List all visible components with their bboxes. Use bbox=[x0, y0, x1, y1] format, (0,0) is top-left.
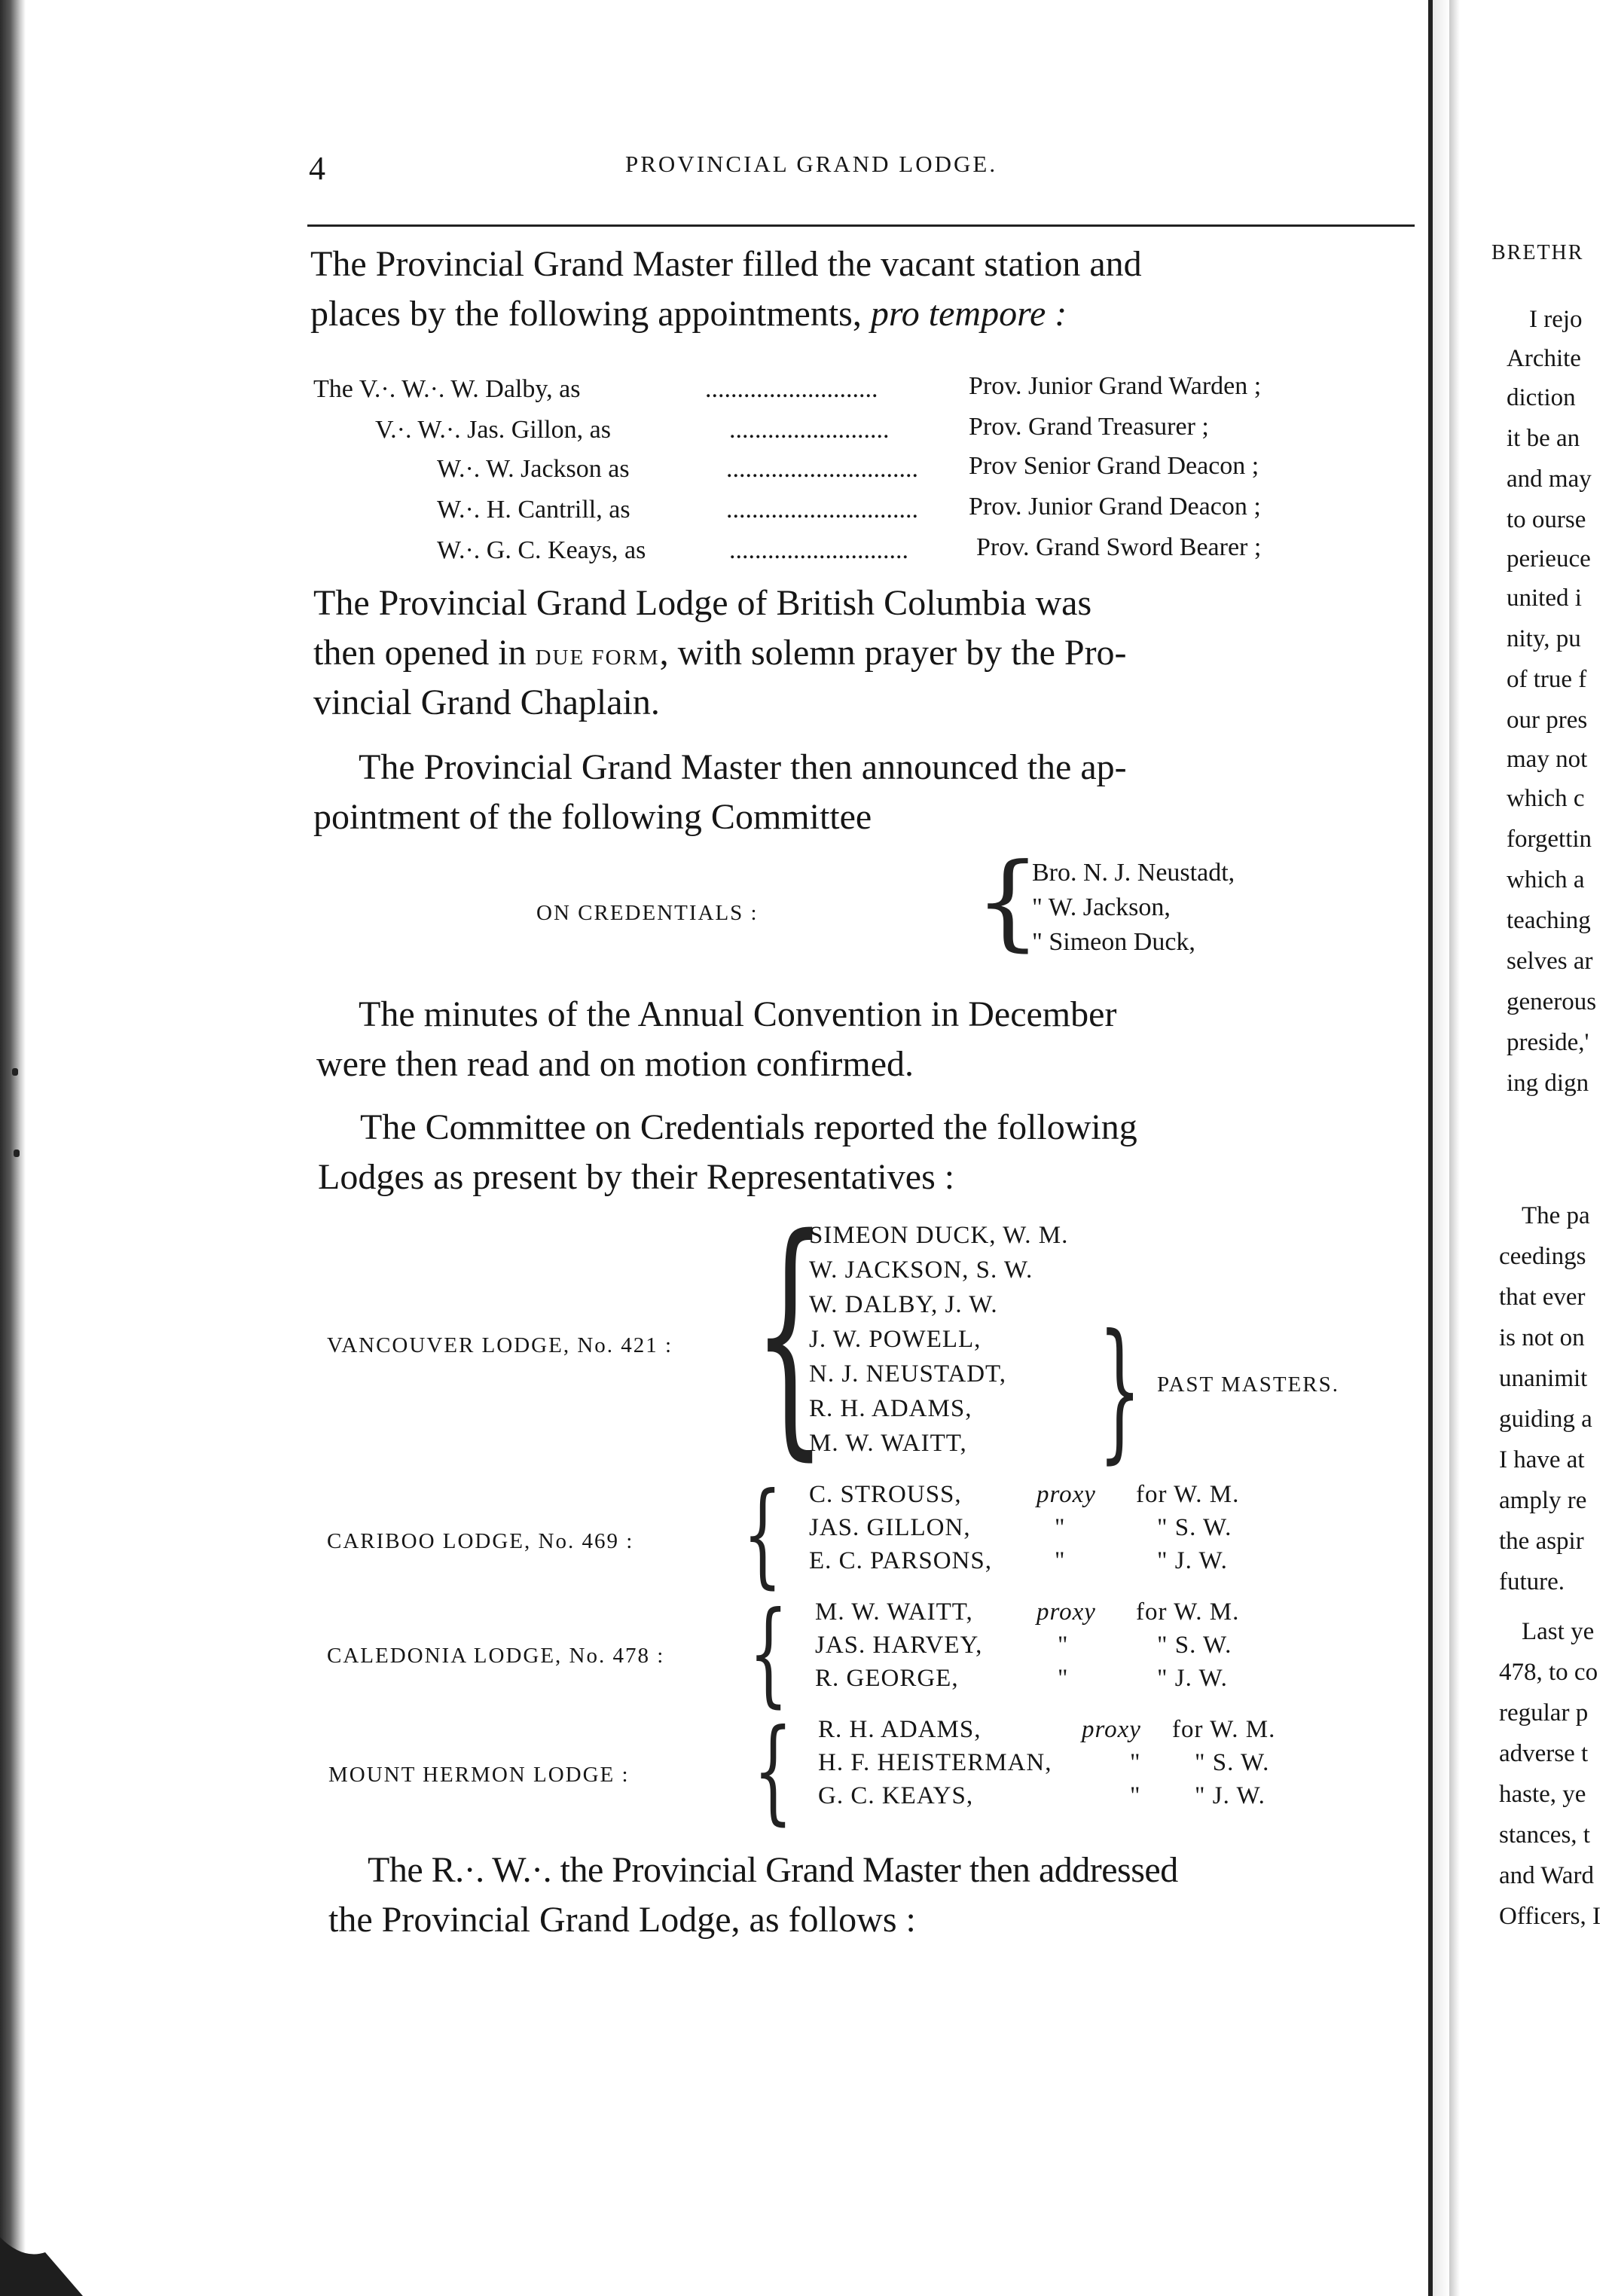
proxy-mark: proxy bbox=[1037, 1598, 1096, 1626]
appointment-name: W.·. G. C. Keays, as bbox=[437, 536, 646, 564]
appointment-name: The V.·. W.·. W. Dalby, as bbox=[313, 375, 581, 403]
right-line: it be an bbox=[1507, 425, 1580, 452]
lodge-member: M. W. WAITT, bbox=[815, 1598, 973, 1626]
lodge-member: R. H. ADAMS, bbox=[809, 1395, 972, 1422]
lodge-name: VANCOUVER LODGE, No. 421 : bbox=[327, 1333, 673, 1357]
right-line: to ourse bbox=[1507, 506, 1586, 533]
appointment-office: Prov. Junior Grand Deacon ; bbox=[969, 493, 1261, 521]
appointment-dots: .............................. bbox=[726, 455, 918, 483]
right-line: perieuce bbox=[1507, 545, 1591, 572]
lodge-name: CALEDONIA LODGE, No. 478 : bbox=[327, 1644, 665, 1668]
right-line: BRETHR bbox=[1491, 241, 1584, 264]
right-line: is not on bbox=[1499, 1324, 1585, 1351]
right-line: and Ward bbox=[1499, 1862, 1594, 1889]
appointment-office: Prov. Junior Grand Warden ; bbox=[969, 372, 1262, 400]
ditto-mark: " bbox=[1130, 1782, 1141, 1809]
lodge-brace: { bbox=[753, 1705, 793, 1836]
opening-paragraph-line-1: The Provincial Grand Lodge of British Columbia was bbox=[313, 583, 1092, 623]
role: " J. W. bbox=[1195, 1782, 1265, 1809]
appointment-office: Prov Senior Grand Deacon ; bbox=[969, 452, 1259, 480]
lodge-member: M. W. WAITT, bbox=[809, 1430, 967, 1457]
credentials-brace: { bbox=[975, 841, 1041, 962]
right-line: Archite bbox=[1507, 345, 1581, 372]
role: " S. W. bbox=[1195, 1749, 1270, 1776]
right-line: unanimit bbox=[1499, 1365, 1588, 1392]
due-form: DUE FORM bbox=[535, 646, 660, 670]
appointment-name: V.·. W.·. Jas. Gillon, as bbox=[375, 416, 611, 444]
right-line: adverse t bbox=[1499, 1740, 1589, 1767]
ditto-mark: " bbox=[1055, 1547, 1066, 1574]
right-line: selves ar bbox=[1507, 948, 1593, 975]
right-line: Last ye bbox=[1522, 1618, 1595, 1645]
credentials-member: " W. Jackson, bbox=[1032, 893, 1171, 921]
minutes-paragraph-line-2: were then read and on motion confirmed. bbox=[316, 1044, 914, 1084]
lodge-member: JAS. HARVEY, bbox=[815, 1632, 983, 1659]
right-line: ing dign bbox=[1507, 1070, 1589, 1097]
past-masters-label: PAST MASTERS. bbox=[1157, 1372, 1339, 1397]
appointment-office: Prov. Grand Sword Bearer ; bbox=[976, 533, 1262, 561]
right-line: haste, ye bbox=[1499, 1781, 1586, 1808]
lodge-member: J. W. POWELL, bbox=[809, 1326, 982, 1353]
right-line: our pres bbox=[1507, 707, 1588, 734]
credentials-member: Bro. N. J. Neustadt, bbox=[1032, 859, 1235, 887]
page-number: 4 bbox=[309, 150, 325, 187]
lodge-member: JAS. GILLON, bbox=[809, 1514, 971, 1541]
page-corner-fold bbox=[0, 2207, 83, 2296]
right-line: amply re bbox=[1499, 1487, 1587, 1514]
role: for W. M. bbox=[1172, 1716, 1276, 1743]
pro-tempore: pro tempore : bbox=[870, 294, 1067, 334]
proxy-mark: proxy bbox=[1082, 1716, 1141, 1743]
right-line: future. bbox=[1499, 1568, 1565, 1595]
lodge-member: N. J. NEUSTADT, bbox=[809, 1360, 1006, 1388]
scan-speck bbox=[12, 1068, 18, 1076]
ditto-mark: " bbox=[1058, 1665, 1069, 1692]
lodge-name: MOUNT HERMON LODGE : bbox=[328, 1763, 630, 1787]
credentials-member: " Simeon Duck, bbox=[1032, 928, 1195, 956]
report-paragraph-line-1: The Committee on Credentials reported the following bbox=[360, 1107, 1137, 1147]
appointment-dots: ......................... bbox=[729, 416, 890, 444]
right-line: regular p bbox=[1499, 1699, 1589, 1727]
intro-paragraph-line-1: The Provincial Grand Master filled the vacant station and bbox=[310, 244, 1142, 284]
lodge-member: R. GEORGE, bbox=[815, 1665, 959, 1692]
credentials-label: ON CREDENTIALS : bbox=[536, 901, 759, 925]
right-line: and may bbox=[1507, 466, 1592, 493]
right-line: 478, to co bbox=[1499, 1659, 1598, 1686]
right-line: diction bbox=[1507, 384, 1576, 411]
lodge-brace: { bbox=[753, 1184, 827, 1482]
closing-paragraph-line-1: The R.·. W.·. the Provincial Grand Master then addressed bbox=[368, 1850, 1178, 1890]
right-page-fragment bbox=[1467, 0, 1612, 2296]
past-masters-brace: } bbox=[1098, 1302, 1142, 1478]
lodge-member: W. JACKSON, S. W. bbox=[809, 1256, 1033, 1284]
right-line: of true f bbox=[1507, 666, 1587, 693]
role: " S. W. bbox=[1157, 1514, 1232, 1541]
appointment-dots: ........................... bbox=[705, 375, 878, 403]
scan-speck bbox=[14, 1150, 20, 1157]
right-line: preside,' bbox=[1507, 1029, 1589, 1056]
right-line: ceedings bbox=[1499, 1243, 1586, 1270]
lodge-member: R. H. ADAMS, bbox=[818, 1716, 982, 1743]
right-line: forgettin bbox=[1507, 826, 1592, 853]
right-line: generous bbox=[1507, 988, 1597, 1015]
right-line: united i bbox=[1507, 585, 1582, 612]
right-line: I have at bbox=[1499, 1446, 1585, 1473]
proxy-mark: proxy bbox=[1037, 1481, 1096, 1508]
appointment-name: W.·. H. Cantrill, as bbox=[437, 496, 630, 524]
role: for W. M. bbox=[1136, 1598, 1240, 1626]
right-line: may not bbox=[1507, 746, 1588, 773]
right-line: which c bbox=[1507, 785, 1585, 812]
appointment-dots: .............................. bbox=[726, 496, 918, 524]
lodge-brace: { bbox=[749, 1588, 789, 1719]
opening-paragraph-line-3: vincial Grand Chaplain. bbox=[313, 682, 660, 722]
report-paragraph-line-2: Lodges as present by their Representatives : bbox=[318, 1157, 955, 1197]
running-title: PROVINCIAL GRAND LODGE. bbox=[625, 151, 998, 177]
appointment-name: W.·. W. Jackson as bbox=[437, 455, 630, 483]
minutes-paragraph-line-1: The minutes of the Annual Convention in December bbox=[359, 994, 1117, 1034]
scan-left-edge bbox=[0, 0, 26, 2296]
right-line: the aspir bbox=[1499, 1528, 1584, 1555]
right-line: teaching bbox=[1507, 907, 1591, 934]
closing-paragraph-line-2: the Provincial Grand Lodge, as follows : bbox=[328, 1900, 916, 1940]
lodge-member: SIMEON DUCK, W. M. bbox=[809, 1222, 1069, 1249]
lodge-brace: { bbox=[743, 1469, 783, 1600]
ditto-mark: " bbox=[1130, 1749, 1141, 1776]
committee-paragraph-line-2: pointment of the following Committee bbox=[313, 797, 872, 837]
right-line: guiding a bbox=[1499, 1406, 1592, 1433]
right-line: I rejo bbox=[1529, 306, 1583, 333]
right-line: Officers, I bbox=[1499, 1903, 1601, 1930]
role: for W. M. bbox=[1136, 1481, 1240, 1508]
right-page-edge bbox=[1449, 0, 1460, 2296]
committee-paragraph-line-1: The Provincial Grand Master then announced the ap- bbox=[359, 747, 1127, 787]
right-line: The pa bbox=[1522, 1202, 1590, 1229]
right-line: nity, pu bbox=[1507, 625, 1581, 652]
lodge-name: CARIBOO LODGE, No. 469 : bbox=[327, 1529, 634, 1553]
header-rule bbox=[307, 224, 1415, 227]
role: " J. W. bbox=[1157, 1547, 1228, 1574]
lodge-member: C. STROUSS, bbox=[809, 1481, 962, 1508]
lodge-member: W. DALBY, J. W. bbox=[809, 1291, 998, 1318]
ditto-mark: " bbox=[1058, 1632, 1069, 1659]
role: " J. W. bbox=[1157, 1665, 1228, 1692]
right-line: that ever bbox=[1499, 1284, 1586, 1311]
role: " S. W. bbox=[1157, 1632, 1232, 1659]
appointment-office: Prov. Grand Treasurer ; bbox=[969, 413, 1209, 441]
right-line: which a bbox=[1507, 866, 1585, 893]
ditto-mark: " bbox=[1055, 1514, 1066, 1541]
intro-paragraph-line-2: places by the following appointments, pro tempore : bbox=[310, 294, 1067, 334]
opening-paragraph-line-2: then opened in DUE FORM, with solemn prayer by the Pro- bbox=[313, 633, 1127, 673]
book-gutter bbox=[1433, 0, 1449, 2296]
lodge-member: G. C. KEAYS, bbox=[818, 1782, 974, 1809]
lodge-member: H. F. HEISTERMAN, bbox=[818, 1749, 1052, 1776]
right-line: stances, t bbox=[1499, 1821, 1590, 1849]
appointment-dots: ............................ bbox=[729, 536, 908, 564]
lodge-member: E. C. PARSONS, bbox=[809, 1547, 992, 1574]
